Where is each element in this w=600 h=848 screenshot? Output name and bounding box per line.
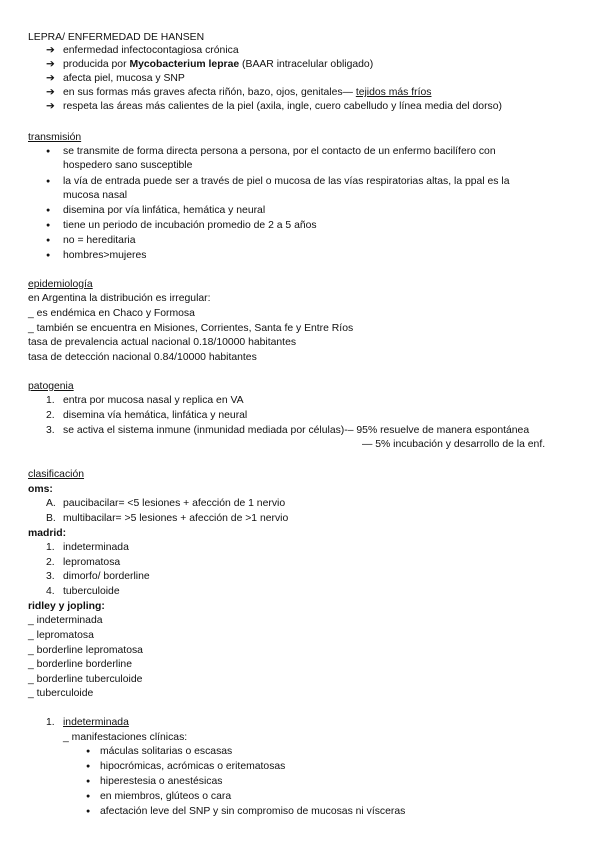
list-item: no = hereditaria <box>63 235 136 246</box>
list-item: máculas solitarias o escasas <box>100 746 233 757</box>
list-letter: A. <box>46 498 56 509</box>
list-item-continuation: hospedero sano susceptible <box>63 160 193 171</box>
list-item: se activa el sistema inmune (inmunidad mediada por células)-– 95% resuelve de manera espontánea <box>63 425 530 436</box>
list-item: tiene un periodo de incubación promedio de 2 a 5 años <box>63 220 317 231</box>
text-line: _ también se encuentra en Misiones, Corrientes, Santa fe y Entre Ríos <box>28 323 354 334</box>
arrow-icon: ➔ <box>46 87 55 98</box>
list-item: hombres>mujeres <box>63 250 147 261</box>
text-line: _ borderline borderline <box>28 659 132 670</box>
text-line: _ lepromatosa <box>28 630 94 641</box>
list-item: indeterminada <box>63 542 129 553</box>
intro-item <box>63 86 431 99</box>
section-heading-transmision: transmisión <box>28 132 82 143</box>
intro-text: producida por <box>63 59 130 70</box>
bullet-icon: ● <box>46 207 51 214</box>
list-item: entra por mucosa nasal y replica en VA <box>63 395 244 406</box>
bullet-icon: ● <box>86 793 91 800</box>
organism-name: Mycobacterium leprae <box>129 59 240 70</box>
list-item: multibacilar= >5 lesiones + afección de >1 nervio <box>63 513 289 524</box>
list-item: disemina por vía linfática, hemática y neural <box>63 205 266 216</box>
underlined-text: tejidos más fríos <box>355 87 432 98</box>
list-item: en miembros, glúteos o cara <box>100 791 232 802</box>
intro-text: en sus formas más graves afecta riñón, bazo, ojos, genitales— <box>63 87 356 98</box>
bullet-icon: ● <box>46 178 51 185</box>
subheading-madrid: madrid: <box>28 528 67 539</box>
subsection-title: indeterminada <box>63 717 129 728</box>
intro-item <box>63 58 373 71</box>
bullet-icon: ● <box>46 252 51 259</box>
subheading-oms: oms: <box>28 484 53 495</box>
bullet-icon: ● <box>46 237 51 244</box>
list-number: 1. <box>46 395 55 406</box>
text-line: tasa de prevalencia actual nacional 0.18/10000 habitantes <box>28 337 297 348</box>
text-line: _ borderline lepromatosa <box>28 645 143 656</box>
text-line: _ manifestaciones clínicas: <box>63 732 188 743</box>
text-line: _ es endémica en Chaco y Formosa <box>28 308 195 319</box>
bullet-icon: ● <box>46 148 51 155</box>
list-number: 2. <box>46 557 55 568</box>
intro-item: respeta las áreas más calientes de la piel (axila, ingle, cuero cabelludo y línea media del dorso) <box>63 101 502 112</box>
list-item-continuation: — 5% incubación y desarrollo de la enf. <box>362 439 546 450</box>
section-heading-clasificacion: clasificación <box>28 469 85 480</box>
text-line: en Argentina la distribución es irregular: <box>28 293 211 304</box>
list-item: paucibacilar= <5 lesiones + afección de 1 nervio <box>63 498 286 509</box>
text-line: _ indeterminada <box>28 615 103 626</box>
list-number: 2. <box>46 410 55 421</box>
list-number: 4. <box>46 586 55 597</box>
list-item: disemina vía hemática, linfática y neural <box>63 410 248 421</box>
bullet-icon: ● <box>86 748 91 755</box>
section-heading-epidemiologia: epidemiología <box>28 279 93 290</box>
document-title: LEPRA/ ENFERMEDAD DE HANSEN <box>28 32 205 43</box>
list-item: hiperestesia o anestésicas <box>100 776 223 787</box>
bullet-icon: ● <box>86 778 91 785</box>
text-line: _ borderline tuberculoide <box>28 674 143 685</box>
list-item-continuation: mucosa nasal <box>63 190 128 201</box>
intro-item: enfermedad infectocontagiosa crónica <box>63 45 239 56</box>
bullet-icon: ● <box>86 763 91 770</box>
list-number: 1. <box>46 542 55 553</box>
arrow-icon: ➔ <box>46 73 55 84</box>
list-item: tuberculoide <box>63 586 120 597</box>
list-number: 1. <box>46 717 55 728</box>
arrow-icon: ➔ <box>46 59 55 70</box>
list-item: lepromatosa <box>63 557 121 568</box>
list-item: la vía de entrada puede ser a través de piel o mucosa de las vías respiratorias altas, la ppal es la <box>63 176 510 187</box>
list-number: 3. <box>46 425 55 436</box>
list-number: 3. <box>46 571 55 582</box>
subheading-ridley-jopling: ridley y jopling: <box>28 601 105 612</box>
text-line: tasa de detección nacional 0.84/10000 habitantes <box>28 352 257 363</box>
list-item: hipocrómicas, acrómicas o eritematosas <box>100 761 286 772</box>
intro-text: (BAAR intracelular obligado) <box>239 59 374 70</box>
arrow-icon: ➔ <box>46 45 55 56</box>
bullet-icon: ● <box>86 808 91 815</box>
section-heading-patogenia: patogenia <box>28 381 74 392</box>
list-letter: B. <box>46 513 56 524</box>
list-item: dimorfo/ borderline <box>63 571 150 582</box>
intro-item: afecta piel, mucosa y SNP <box>63 73 185 84</box>
bullet-icon: ● <box>46 222 51 229</box>
arrow-icon: ➔ <box>46 101 55 112</box>
list-item: afectación leve del SNP y sin compromiso de mucosas ni vísceras <box>100 806 406 817</box>
list-item: se transmite de forma directa persona a persona, por el contacto de un enfermo bacilífero con <box>63 146 496 157</box>
text-line: _ tuberculoide <box>28 688 94 699</box>
